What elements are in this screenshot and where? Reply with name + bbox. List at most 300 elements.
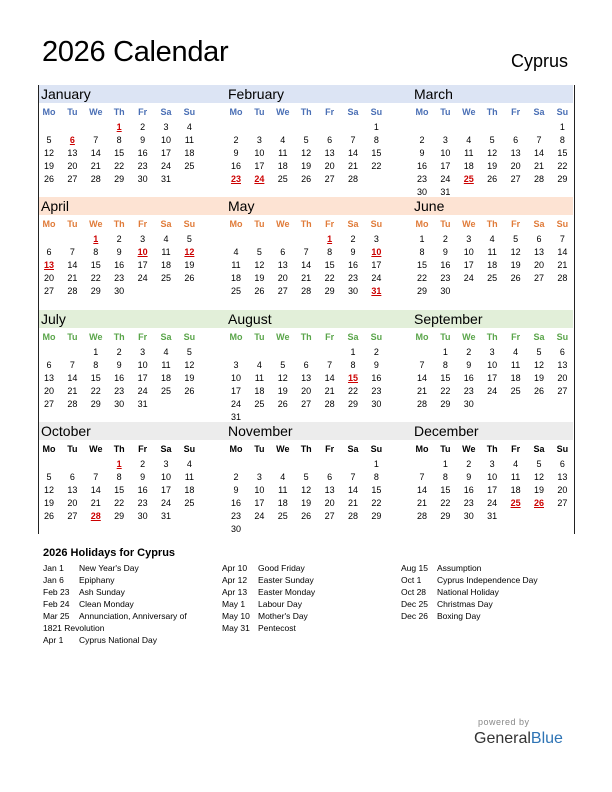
day-cell: 25 [160,273,171,283]
weekday-header: Th [300,444,312,454]
day-cell: 5 [536,459,542,469]
day-cell: 20 [43,386,54,396]
day-cell: 25 [277,174,288,184]
day-cell: 23 [137,161,148,171]
weekday-header: Mo [415,444,429,454]
holiday-name: Cyprus Independence Day [437,575,538,585]
country-label: Cyprus [510,51,568,71]
day-cell: 12 [510,247,521,257]
day-cell: 11 [161,247,171,257]
weekday-header: Sa [533,107,545,117]
weekday-header: Mo [229,444,243,454]
holiday-date: Oct 1 [401,575,422,585]
weekday-header: We [462,444,476,454]
day-cell: 4 [163,234,169,244]
day-cell: 3 [373,234,379,244]
day-cell: 15 [416,260,427,270]
day-cell: 18 [184,485,195,495]
logo-text-blue: Blue [530,730,563,747]
day-cell: 16 [416,161,427,171]
season-band [39,85,573,103]
season-band [39,310,573,328]
holiday-date: Aug 15 [401,563,428,573]
day-cell: 17 [487,373,498,383]
weekday-header: Fr [511,219,521,229]
weekday-header: Mo [42,444,56,454]
day-cell: 16 [440,260,451,270]
day-cell: 9 [466,472,472,482]
day-cell: 3 [140,347,146,357]
day-cell: 24 [487,498,498,508]
month-name: July [41,311,66,327]
day-cell: 14 [416,373,427,383]
month-name: April [41,198,70,214]
day-cell: 9 [116,360,122,370]
day-cell: 14 [324,373,335,383]
day-cell: 22 [347,386,358,396]
day-cell: 25 [254,399,265,409]
day-cell: 16 [114,373,125,383]
day-cell: 31 [137,399,148,409]
day-cell: 29 [90,399,101,409]
weekday-header: Su [370,444,383,454]
day-cell: 19 [43,161,54,171]
month-name: October [41,423,91,439]
month-name: December [414,423,479,439]
day-cell: 13 [67,485,78,495]
weekday-header: Sa [160,444,172,454]
day-cell: 21 [324,386,335,396]
day-cell: 11 [510,472,521,482]
holiday-date: May 1 [222,599,246,609]
day-cell: 27 [301,399,312,409]
month-name: June [414,198,445,214]
season-band [39,197,573,215]
day-cell: 30 [114,286,125,296]
day-cell: 26 [184,273,195,283]
day-cell: 6 [46,360,52,370]
day-cell: 7 [303,247,309,257]
day-cell: 21 [90,161,101,171]
day-cell: 25 [230,286,241,296]
day-cell: 21 [67,386,78,396]
day-cell: 2 [116,234,122,244]
day-cell: 15 [90,260,101,270]
day-cell: 15 [440,373,451,383]
weekday-header: Su [556,444,569,454]
weekday-header: We [89,332,103,342]
day-cell: 21 [347,498,358,508]
holiday-day-cell: 12 [184,247,195,257]
weekday-header: Sa [533,332,545,342]
day-cell: 27 [67,511,78,521]
day-cell: 19 [43,498,54,508]
holiday-day-cell: 23 [230,174,241,184]
holiday-day-cell: 15 [347,373,358,383]
weekday-header: Th [486,332,498,342]
day-cell: 8 [327,247,333,257]
day-cell: 18 [510,485,521,495]
month-name: September [414,311,483,327]
holiday-name: Mother's Day [258,611,308,621]
day-cell: 12 [43,485,54,495]
day-cell: 2 [350,234,356,244]
weekday-header: Th [486,107,498,117]
day-cell: 25 [510,386,521,396]
weekday-header: Su [183,219,196,229]
month-name: May [228,198,255,214]
holiday-date: Apr 10 [222,563,248,573]
generalblue-logo[interactable] [474,730,563,748]
day-cell: 7 [93,135,99,145]
day-cell: 29 [416,286,427,296]
weekday-header: Su [556,219,569,229]
weekday-header: We [276,107,290,117]
weekday-header: Fr [138,219,148,229]
day-cell: 15 [440,485,451,495]
day-cell: 21 [301,273,312,283]
day-cell: 21 [533,161,544,171]
day-cell: 26 [43,174,54,184]
day-cell: 6 [303,360,309,370]
day-cell: 16 [463,485,474,495]
day-cell: 19 [510,260,521,270]
day-cell: 24 [254,511,265,521]
holiday-date: Dec 26 [401,611,428,621]
day-cell: 20 [301,386,312,396]
day-cell: 23 [463,498,474,508]
day-cell: 23 [440,273,451,283]
day-cell: 19 [301,498,312,508]
holiday-name: Assumption [437,563,482,573]
day-cell: 1 [373,122,379,132]
weekday-header: Mo [229,219,243,229]
day-cell: 24 [440,174,451,184]
weekday-header: Sa [347,332,359,342]
day-cell: 30 [137,511,148,521]
day-cell: 26 [43,511,54,521]
day-cell: 9 [442,247,448,257]
day-cell: 15 [114,485,125,495]
day-cell: 11 [510,360,521,370]
day-cell: 5 [186,234,192,244]
day-cell: 28 [347,511,358,521]
holiday-name: New Year's Day [79,563,139,573]
day-cell: 13 [557,360,568,370]
day-cell: 26 [184,386,195,396]
day-cell: 26 [277,399,288,409]
weekday-header: Mo [42,107,56,117]
day-cell: 13 [557,472,568,482]
day-cell: 23 [371,386,382,396]
day-cell: 17 [254,161,265,171]
day-cell: 17 [137,260,148,270]
weekday-header: Tu [254,107,265,117]
day-cell: 29 [371,511,382,521]
day-cell: 1 [559,122,565,132]
day-cell: 25 [277,511,288,521]
day-cell: 5 [536,347,542,357]
weekday-header: Th [113,219,125,229]
day-cell: 2 [233,135,239,145]
weekday-header: Mo [229,107,243,117]
day-cell: 28 [301,286,312,296]
holiday-name: Labour Day [258,599,302,609]
day-cell: 20 [67,498,78,508]
day-cell: 21 [416,498,427,508]
day-cell: 14 [347,485,358,495]
weekday-header: We [276,332,290,342]
day-cell: 6 [69,472,75,482]
holiday-name: Easter Sunday [258,575,314,585]
day-cell: 13 [510,148,521,158]
weekday-header: Fr [325,219,335,229]
day-cell: 9 [419,148,425,158]
weekday-header: We [276,219,290,229]
day-cell: 30 [463,399,474,409]
day-cell: 3 [140,234,146,244]
day-cell: 8 [116,135,122,145]
day-cell: 18 [277,498,288,508]
day-cell: 20 [557,485,568,495]
day-cell: 14 [557,247,568,257]
day-cell: 20 [67,161,78,171]
season-band [39,422,573,440]
day-cell: 22 [371,498,382,508]
holiday-day-cell: 6 [69,135,75,145]
day-cell: 21 [557,260,568,270]
weekday-header: Tu [67,444,78,454]
day-cell: 17 [440,161,451,171]
day-cell: 2 [442,234,448,244]
weekday-header: Su [556,332,569,342]
day-cell: 30 [416,187,427,197]
day-cell: 1 [442,347,448,357]
holiday-date: Apr 13 [222,587,248,597]
weekday-header: We [462,332,476,342]
day-cell: 27 [557,498,568,508]
weekday-header: Su [183,444,196,454]
day-cell: 3 [489,347,495,357]
day-cell: 8 [116,472,122,482]
day-cell: 5 [280,360,286,370]
weekday-header: Tu [254,444,265,454]
day-cell: 16 [137,148,148,158]
day-cell: 12 [533,472,544,482]
weekday-header: Fr [138,332,148,342]
day-cell: 3 [442,135,448,145]
day-cell: 23 [463,386,474,396]
day-cell: 21 [90,498,101,508]
holiday-day-cell: 1 [116,122,122,132]
weekday-header: Su [183,107,196,117]
day-cell: 23 [137,498,148,508]
day-cell: 6 [536,234,542,244]
month-name: August [228,311,272,327]
day-cell: 22 [440,498,451,508]
day-cell: 17 [230,386,241,396]
weekday-header: Sa [533,219,545,229]
day-cell: 13 [277,260,288,270]
weekday-header: Fr [511,444,521,454]
day-cell: 2 [140,459,146,469]
day-cell: 5 [46,472,52,482]
day-cell: 14 [301,260,312,270]
day-cell: 31 [230,412,241,422]
holiday-day-cell: 1 [327,234,333,244]
weekday-header: Su [370,332,383,342]
day-cell: 17 [160,485,171,495]
day-cell: 15 [371,485,382,495]
day-cell: 1 [93,347,99,357]
day-cell: 24 [160,161,171,171]
weekday-header: We [462,219,476,229]
day-cell: 29 [440,511,451,521]
day-cell: 5 [256,247,262,257]
day-cell: 7 [350,135,356,145]
logo-text-general: General [474,730,531,747]
day-cell: 9 [233,148,239,158]
holiday-date: Apr 1 [43,635,64,645]
holiday-day-cell: 10 [371,247,382,257]
weekday-header: Mo [415,332,429,342]
weekday-header: Mo [42,219,56,229]
day-cell: 12 [301,485,312,495]
day-cell: 1 [350,347,356,357]
day-cell: 31 [160,511,171,521]
day-cell: 3 [163,122,169,132]
day-cell: 4 [513,459,519,469]
day-cell: 5 [46,135,52,145]
holiday-name: Epiphany [79,575,115,585]
day-cell: 19 [184,260,195,270]
weekday-header: Su [183,332,196,342]
day-cell: 12 [301,148,312,158]
day-cell: 28 [347,174,358,184]
holidays-title: 2026 Holidays for Cyprus [43,547,176,559]
day-cell: 16 [230,161,241,171]
day-cell: 17 [463,260,474,270]
day-cell: 11 [231,260,241,270]
day-cell: 29 [557,174,568,184]
day-cell: 4 [186,122,192,132]
day-cell: 15 [90,373,101,383]
day-cell: 29 [440,399,451,409]
day-cell: 7 [93,472,99,482]
day-cell: 9 [373,360,379,370]
holiday-day-cell: 25 [463,174,474,184]
day-cell: 3 [489,459,495,469]
day-cell: 14 [67,373,78,383]
holiday-date: May 10 [222,611,250,621]
day-cell: 3 [466,234,472,244]
day-cell: 28 [416,399,427,409]
weekday-header: Th [113,332,125,342]
weekday-header: We [89,107,103,117]
day-cell: 4 [513,347,519,357]
weekday-header: Sa [160,332,172,342]
weekday-header: Tu [67,332,78,342]
day-cell: 17 [254,498,265,508]
weekday-header: Su [370,107,383,117]
day-cell: 12 [184,360,195,370]
day-cell: 16 [114,260,125,270]
day-cell: 28 [533,174,544,184]
day-cell: 21 [67,273,78,283]
day-cell: 22 [440,386,451,396]
holiday-name: Cyprus National Day [79,635,157,645]
day-cell: 24 [371,273,382,283]
day-cell: 2 [419,135,425,145]
day-cell: 26 [487,174,498,184]
day-cell: 16 [230,498,241,508]
day-cell: 24 [230,399,241,409]
day-cell: 12 [533,360,544,370]
weekday-header: Fr [325,107,335,117]
weekday-header: Fr [325,444,335,454]
day-cell: 20 [43,273,54,283]
day-cell: 21 [347,161,358,171]
day-cell: 13 [67,148,78,158]
day-cell: 6 [327,135,333,145]
day-cell: 10 [160,472,171,482]
weekday-header: Th [300,107,312,117]
weekday-header: Th [486,444,498,454]
day-cell: 6 [327,472,333,482]
day-cell: 13 [43,373,54,383]
day-cell: 3 [256,135,262,145]
day-cell: 9 [233,485,239,495]
day-cell: 22 [324,273,335,283]
day-cell: 11 [278,148,288,158]
day-cell: 10 [254,148,265,158]
day-cell: 17 [137,373,148,383]
day-cell: 4 [280,472,286,482]
day-cell: 4 [489,234,495,244]
holiday-day-cell: 26 [533,498,544,508]
holiday-day-cell: 25 [510,498,521,508]
month-name: February [228,86,285,102]
day-cell: 20 [533,260,544,270]
weekday-header: Sa [347,219,359,229]
day-cell: 8 [93,247,99,257]
day-cell: 19 [277,386,288,396]
day-cell: 31 [487,511,498,521]
day-cell: 11 [254,373,265,383]
page-title: 2026 Calendar [42,36,229,68]
day-cell: 17 [160,148,171,158]
day-cell: 31 [160,174,171,184]
day-cell: 26 [301,511,312,521]
day-cell: 23 [114,386,125,396]
day-cell: 8 [442,360,448,370]
day-cell: 18 [230,273,241,283]
day-cell: 19 [533,373,544,383]
day-cell: 4 [256,360,262,370]
day-cell: 19 [254,273,265,283]
day-cell: 14 [416,485,427,495]
day-cell: 4 [233,247,239,257]
day-cell: 2 [466,347,472,357]
weekday-header: We [276,444,290,454]
holiday-name: Ash Sunday [79,587,125,597]
holiday-name: Easter Monday [258,587,316,597]
weekday-header: Tu [67,107,78,117]
holiday-day-cell: 10 [137,247,148,257]
day-cell: 6 [559,347,565,357]
day-cell: 5 [303,472,309,482]
weekday-header: Sa [533,444,545,454]
